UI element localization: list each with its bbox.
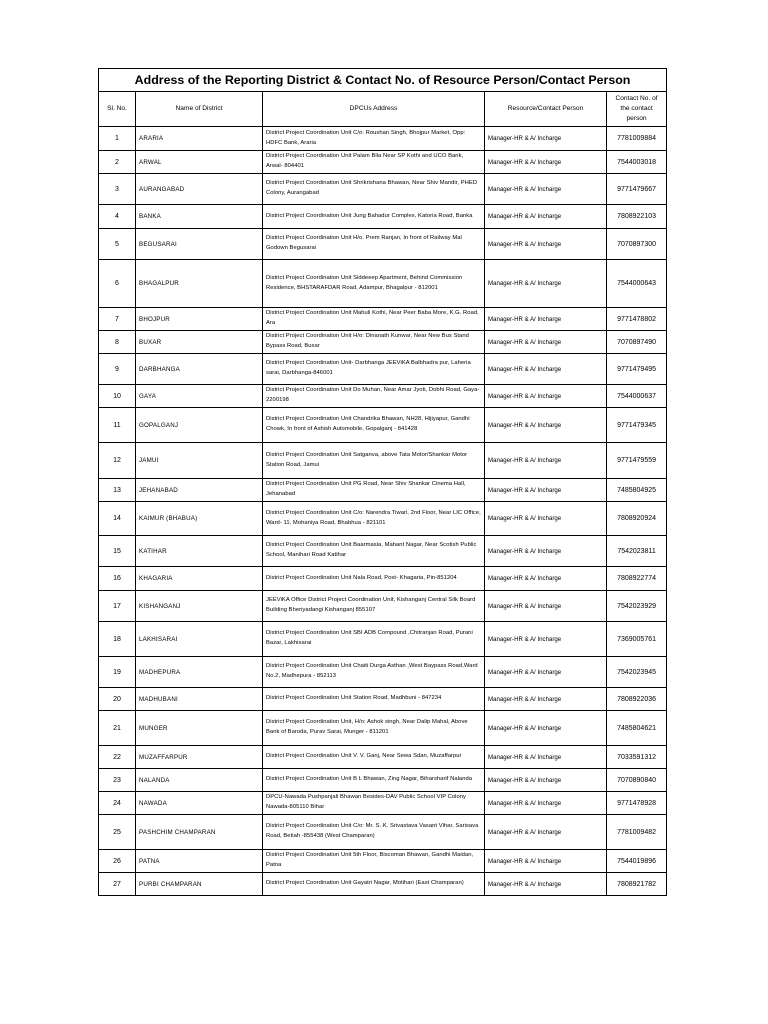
dpcu-address-cell: District Project Coordination Unit C/o: Roushan Singh, Bhojpur Market, Opp: HDFC Bank, Araria	[263, 127, 485, 151]
serial-number-cell: 20	[99, 688, 136, 711]
district-name-cell: BANKA	[136, 205, 263, 229]
contact-number-cell: 7542023945	[607, 657, 667, 688]
dpcu-address-cell: District Project Coordination Unit V. V. Ganj, Near Sewa Sdan, Muzaffarpur	[263, 746, 485, 769]
district-name-cell: MADHUBANI	[136, 688, 263, 711]
contact-person-cell: Manager-HR & A/ Incharge	[485, 354, 607, 385]
contact-person-cell: Manager-HR & A/ Incharge	[485, 443, 607, 479]
serial-number-cell: 2	[99, 151, 136, 174]
table-row	[99, 688, 667, 711]
district-name-cell: PASHCHIM CHAMPARAN	[136, 815, 263, 850]
dpcu-address-cell: District Project Coordination Unit Mahuli Kothi, Near Peer Baba More, K.G. Road, Ara	[263, 308, 485, 331]
table-row	[99, 174, 667, 205]
serial-number-cell: 25	[99, 815, 136, 850]
serial-number-cell: 6	[99, 260, 136, 308]
serial-number-cell: 23	[99, 769, 136, 792]
dpcu-address-cell: District Project Coordination Unit PG Road, Near Shiv Shankar Cinema Hall, Jehanabad	[263, 479, 485, 502]
dpcu-address-cell: JEEViKA Office District Project Coordination Unit, Kishanganj Central Silk Board Building Bheriyadangi Kishanganj 855107	[263, 591, 485, 622]
district-name-cell: MADHEPURA	[136, 657, 263, 688]
header-row	[99, 92, 667, 127]
district-name-cell: ARARIA	[136, 127, 263, 151]
serial-number-cell: 12	[99, 443, 136, 479]
dpcu-address-cell: District Project Coordination Unit H/o: Dinanath Kunwar, Near New Bus Stand Bypass Road, Buxar	[263, 331, 485, 354]
contact-number-cell: 7808922103	[607, 205, 667, 229]
table-row	[99, 502, 667, 536]
contact-person-cell: Manager-HR & A/ Incharge	[485, 622, 607, 657]
district-name-cell: MUZAFFARPUR	[136, 746, 263, 769]
serial-number-cell: 16	[99, 567, 136, 591]
district-name-cell: DARBHANGA	[136, 354, 263, 385]
dpcu-address-cell: District Project Coordination Unit Gayatri Nagar, Motihari (East Champaran)	[263, 873, 485, 896]
contact-number-cell: 7781009884	[607, 127, 667, 151]
district-name-cell: KHAGARIA	[136, 567, 263, 591]
contact-number-cell: 7544000637	[607, 385, 667, 408]
serial-number-cell: 22	[99, 746, 136, 769]
serial-number-cell: 9	[99, 354, 136, 385]
contact-person-cell: Manager-HR & A/ Incharge	[485, 408, 607, 443]
contact-number-cell: 7542023811	[607, 536, 667, 567]
district-name-cell: PURBI CHAMPARAN	[136, 873, 263, 896]
header-sl-no: Sl. No.	[99, 92, 136, 127]
contact-number-cell: 7070897300	[607, 229, 667, 260]
serial-number-cell: 1	[99, 127, 136, 151]
header-person: Resource/Contact Person	[485, 92, 607, 127]
contact-number-cell: 9771478928	[607, 792, 667, 815]
district-name-cell: GAYA	[136, 385, 263, 408]
contact-number-cell: 7808922036	[607, 688, 667, 711]
dpcu-address-cell: District Project Coordination Unit Siddeeep Apartment, Behind Commission Residence, BHSTARAFDAR Road, Adampur, Bhagalpur - 812001	[263, 260, 485, 308]
serial-number-cell: 13	[99, 479, 136, 502]
header-district: Name of District	[136, 92, 263, 127]
dpcu-address-cell: District Project Coordination Unit 5th Floor, Biscoman Bhawan, Gandhi Maidan, Patna	[263, 850, 485, 873]
dpcu-address-cell: District Project Coordination Unit, H/o: Ashok singh, Near Dalip Mahal, Above Bank of Baroda, Purav Sarai, Munger - 811201	[263, 711, 485, 746]
contact-directory-sheet	[98, 68, 666, 896]
district-name-cell: KISHANGANJ	[136, 591, 263, 622]
district-name-cell: AURANGABAD	[136, 174, 263, 205]
dpcu-address-cell: District Project Coordination Unit Do Muhan, Near Amar Jyoti, Dobhi Road, Gaya- 2200198	[263, 385, 485, 408]
serial-number-cell: 27	[99, 873, 136, 896]
dpcu-address-cell: DPCU-Nawada Pushpanjali Bhawan Besides-DAV Public School VIP Colony Nawada-805110 Bihar	[263, 792, 485, 815]
district-name-cell: BHOJPUR	[136, 308, 263, 331]
table-row	[99, 205, 667, 229]
table-row	[99, 591, 667, 622]
contact-person-cell: Manager-HR & A/ Incharge	[485, 205, 607, 229]
district-name-cell: BHAGALPUR	[136, 260, 263, 308]
table-row	[99, 260, 667, 308]
contact-number-cell: 9771478802	[607, 308, 667, 331]
contact-number-cell: 7781009482	[607, 815, 667, 850]
dpcu-address-cell: District Project Coordination Unit Nala Road, Post- Khagaria, Pin-851204	[263, 567, 485, 591]
dpcu-address-cell: District Project Coordination Unit C/o: Mr. S. K. Srivastava Vasant Vihar, Sarisava Road, Betiah -855438 (West Champaran)	[263, 815, 485, 850]
dpcu-address-cell: District Project Coordination Unit Shrikrishana Bhawan, Near Shiv Mandir, PHED Colony, Aurangabad	[263, 174, 485, 205]
serial-number-cell: 4	[99, 205, 136, 229]
table-row	[99, 308, 667, 331]
serial-number-cell: 18	[99, 622, 136, 657]
district-name-cell: BUXAR	[136, 331, 263, 354]
district-name-cell: NAWADA	[136, 792, 263, 815]
contact-person-cell: Manager-HR & A/ Incharge	[485, 229, 607, 260]
district-name-cell: BEGUSARAI	[136, 229, 263, 260]
contact-person-cell: Manager-HR & A/ Incharge	[485, 792, 607, 815]
contact-person-cell: Manager-HR & A/ Incharge	[485, 385, 607, 408]
table-row	[99, 711, 667, 746]
serial-number-cell: 14	[99, 502, 136, 536]
table-row	[99, 622, 667, 657]
contact-number-cell: 9771479495	[607, 354, 667, 385]
table-row	[99, 746, 667, 769]
contact-number-cell: 7070897490	[607, 331, 667, 354]
table-row	[99, 850, 667, 873]
contact-number-cell: 7544019896	[607, 850, 667, 873]
contact-person-cell: Manager-HR & A/ Incharge	[485, 260, 607, 308]
contact-number-cell: 7485804621	[607, 711, 667, 746]
contact-number-cell: 7485804925	[607, 479, 667, 502]
contact-person-cell: Manager-HR & A/ Incharge	[485, 536, 607, 567]
dpcu-address-cell: District Project Coordination Unit Station Road, Madhbuni - 847234	[263, 688, 485, 711]
table-row	[99, 354, 667, 385]
table-row	[99, 536, 667, 567]
contact-person-cell: Manager-HR & A/ Incharge	[485, 850, 607, 873]
district-name-cell: GOPALGANJ	[136, 408, 263, 443]
contact-number-cell: 9771479559	[607, 443, 667, 479]
table-row	[99, 385, 667, 408]
contact-person-cell: Manager-HR & A/ Incharge	[485, 815, 607, 850]
contact-number-cell: 7542023929	[607, 591, 667, 622]
contact-number-cell: 7808922774	[607, 567, 667, 591]
serial-number-cell: 5	[99, 229, 136, 260]
contact-person-cell: Manager-HR & A/ Incharge	[485, 308, 607, 331]
dpcu-address-cell: District Project Coordination Unit C/o: Narendra Tiwari, 2nd Floor, Near LIC Office, Ward- 11, Mohaniya Road, Bhabhua - 821101	[263, 502, 485, 536]
table-row	[99, 657, 667, 688]
table-title: Address of the Reporting District & Contact No. of Resource Person/Contact Person	[99, 69, 667, 92]
serial-number-cell: 10	[99, 385, 136, 408]
contact-person-cell: Manager-HR & A/ Incharge	[485, 502, 607, 536]
serial-number-cell: 7	[99, 308, 136, 331]
district-name-cell: JEHANABAD	[136, 479, 263, 502]
table-row	[99, 815, 667, 850]
table-row	[99, 127, 667, 151]
contact-number-cell: 7033591312	[607, 746, 667, 769]
contact-person-cell: Manager-HR & A/ Incharge	[485, 746, 607, 769]
table-row	[99, 567, 667, 591]
dpcu-address-cell: District Project Coordination Unit Satganva, above Tata Motor/Shankar Motor Station Road, Jamui	[263, 443, 485, 479]
contact-person-cell: Manager-HR & A/ Incharge	[485, 174, 607, 205]
district-contact-table	[98, 68, 667, 896]
contact-person-cell: Manager-HR & A/ Incharge	[485, 657, 607, 688]
table-row	[99, 792, 667, 815]
contact-number-cell: 7808921782	[607, 873, 667, 896]
header-contact: Contact No. of the contact person	[607, 92, 667, 127]
table-row	[99, 408, 667, 443]
table-row	[99, 479, 667, 502]
contact-person-cell: Manager-HR & A/ Incharge	[485, 591, 607, 622]
table-body	[99, 127, 667, 896]
contact-number-cell: 7544003018	[607, 151, 667, 174]
serial-number-cell: 11	[99, 408, 136, 443]
district-name-cell: ARWAL	[136, 151, 263, 174]
district-name-cell: PATNA	[136, 850, 263, 873]
table-row	[99, 769, 667, 792]
dpcu-address-cell: District Project Coordination Unit H/o. Prem Ranjan, In front of Railway Mal Godown Begusarai	[263, 229, 485, 260]
district-name-cell: KATIHAR	[136, 536, 263, 567]
table-row	[99, 443, 667, 479]
contact-number-cell: 9771479667	[607, 174, 667, 205]
header-address: DPCUs Address	[263, 92, 485, 127]
district-name-cell: MUNGER	[136, 711, 263, 746]
contact-number-cell: 7070890840	[607, 769, 667, 792]
serial-number-cell: 19	[99, 657, 136, 688]
contact-number-cell: 9771479345	[607, 408, 667, 443]
district-name-cell: NALANDA	[136, 769, 263, 792]
serial-number-cell: 17	[99, 591, 136, 622]
dpcu-address-cell: District Project Coordination Unit Jung Bahadur Complex, Katoria Road, Banka	[263, 205, 485, 229]
district-name-cell: JAMUI	[136, 443, 263, 479]
contact-person-cell: Manager-HR & A/ Incharge	[485, 688, 607, 711]
contact-number-cell: 7544000643	[607, 260, 667, 308]
contact-person-cell: Manager-HR & A/ Incharge	[485, 331, 607, 354]
contact-person-cell: Manager-HR & A/ Incharge	[485, 711, 607, 746]
serial-number-cell: 8	[99, 331, 136, 354]
serial-number-cell: 26	[99, 850, 136, 873]
dpcu-address-cell: District Project Coordination Unit Baarmasia, Mahant Nagar, Near Scotish Public School, Manihari Road Katihar	[263, 536, 485, 567]
dpcu-address-cell: District Project Coordination Unit Chandrika Bhawan, NH28, Hijiyapur, Gandhi Chowk, In front of Ashish Automobile, Gopalganj - 841428	[263, 408, 485, 443]
contact-person-cell: Manager-HR & A/ Incharge	[485, 873, 607, 896]
contact-person-cell: Manager-HR & A/ Incharge	[485, 769, 607, 792]
contact-person-cell: Manager-HR & A/ Incharge	[485, 479, 607, 502]
table-row	[99, 331, 667, 354]
district-name-cell: LAKHISARAI	[136, 622, 263, 657]
dpcu-address-cell: District Project Coordination Unit Palam Bila Near SP Kothi and UCO Bank, Arwal- 804401	[263, 151, 485, 174]
serial-number-cell: 3	[99, 174, 136, 205]
contact-person-cell: Manager-HR & A/ Incharge	[485, 567, 607, 591]
contact-person-cell: Manager-HR & A/ Incharge	[485, 127, 607, 151]
serial-number-cell: 21	[99, 711, 136, 746]
dpcu-address-cell: District Project Coordination Unit- Darbhanga JEEViKA Balbhadra pur, Laheria sarai, Darbhanga-846001	[263, 354, 485, 385]
dpcu-address-cell: District Project Coordination Unit B L Bhawan, Zing Nagar, Biharsharif Nalanda	[263, 769, 485, 792]
contact-person-cell: Manager-HR & A/ Incharge	[485, 151, 607, 174]
district-name-cell: KAIMUR (BHABUA)	[136, 502, 263, 536]
table-row	[99, 151, 667, 174]
table-row	[99, 229, 667, 260]
contact-number-cell: 7808920924	[607, 502, 667, 536]
table-row	[99, 873, 667, 896]
serial-number-cell: 24	[99, 792, 136, 815]
dpcu-address-cell: District Project Coordination Unit SBI ADB Compound ,Chitranjan Road, Purani Bazar, Lakhisarai	[263, 622, 485, 657]
dpcu-address-cell: District Project Coordination Unit Chaiti Durga Asthan ,West Baypass Road,Ward No.2, Madhepura - 852113	[263, 657, 485, 688]
serial-number-cell: 15	[99, 536, 136, 567]
contact-number-cell: 7369005761	[607, 622, 667, 657]
